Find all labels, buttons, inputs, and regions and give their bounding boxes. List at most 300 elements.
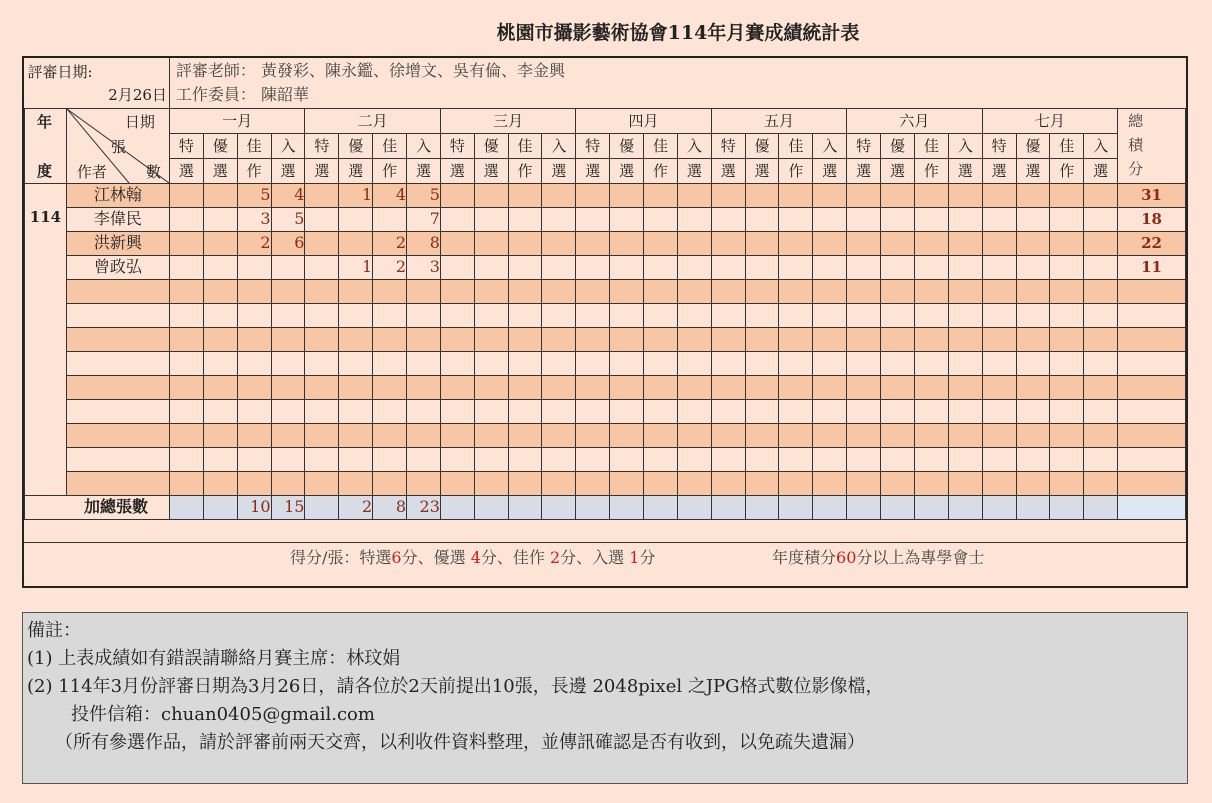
score-cell [644, 183, 678, 207]
score-cell [914, 471, 948, 495]
score-cell [948, 471, 982, 495]
date-label: 評審日期: [27, 63, 93, 81]
score-cell [271, 447, 305, 471]
score-cell [339, 447, 373, 471]
score-cell [169, 399, 203, 423]
category-header: 佳 [1050, 133, 1084, 158]
author-name [66, 471, 169, 495]
score-cell [508, 207, 542, 231]
score-cell [542, 207, 576, 231]
category-header: 優 [474, 133, 508, 158]
score-cell [982, 303, 1016, 327]
score-cell [237, 351, 271, 375]
score-cell [339, 423, 373, 447]
score-cell [711, 423, 745, 447]
score-cell [440, 207, 474, 231]
score-cell [610, 447, 644, 471]
score-cell [407, 327, 441, 351]
category-header: 佳 [779, 133, 813, 158]
score-cell [271, 399, 305, 423]
score-cell [982, 471, 1016, 495]
summary-cell [203, 495, 237, 519]
score-cell [677, 183, 711, 207]
table-row [25, 375, 1186, 399]
score-cell [982, 183, 1016, 207]
score-cell [813, 399, 847, 423]
score-cell [881, 351, 915, 375]
score-cell [644, 423, 678, 447]
score-cell [237, 423, 271, 447]
score-cell [847, 255, 881, 279]
score-cell [881, 303, 915, 327]
score-cell [914, 327, 948, 351]
score-cell: 1 [339, 255, 373, 279]
score-cell [407, 351, 441, 375]
score-cell [576, 327, 610, 351]
score-cell [677, 255, 711, 279]
score-cell [982, 423, 1016, 447]
score-cell [203, 375, 237, 399]
score-cell [644, 207, 678, 231]
score-cell [881, 231, 915, 255]
score-cell: 8 [407, 231, 441, 255]
score-cell [237, 399, 271, 423]
notes-line-2: (2) 114年3月份評審日期為3月26日，請各位於2天前提出10張，長邊 2048pixel 之JPG格式數位影像檔， [27, 676, 884, 697]
score-cell [169, 255, 203, 279]
notes-title: 備註： [27, 620, 81, 641]
score-cell [847, 375, 881, 399]
summary-cell [305, 495, 339, 519]
score-cell [203, 231, 237, 255]
score-cell [474, 471, 508, 495]
score-cell [745, 207, 779, 231]
score-cell [948, 231, 982, 255]
score-cell [169, 327, 203, 351]
score-cell: 1 [339, 183, 373, 207]
category-header: 作 [373, 158, 407, 183]
score-cell [1016, 207, 1050, 231]
score-cell [677, 351, 711, 375]
score-cell [576, 399, 610, 423]
category-header: 特 [169, 133, 203, 158]
score-cell [203, 303, 237, 327]
score-cell [542, 231, 576, 255]
author-name: 曾政弘 [66, 255, 169, 279]
diag-sheets: 張 [110, 137, 126, 156]
date-cell [25, 58, 170, 108]
score-cell [576, 255, 610, 279]
score-cell [203, 327, 237, 351]
score-cell [914, 255, 948, 279]
score-cell [576, 231, 610, 255]
score-cell [305, 231, 339, 255]
category-header: 優 [610, 133, 644, 158]
summary-cell [745, 495, 779, 519]
summary-cell [813, 495, 847, 519]
score-cell [508, 327, 542, 351]
score-cell: 5 [271, 207, 305, 231]
score-cell [474, 183, 508, 207]
table-row [25, 423, 1186, 447]
score-cell [779, 255, 813, 279]
score-cell [948, 183, 982, 207]
score-cell [237, 447, 271, 471]
score-cell [644, 447, 678, 471]
summary-label [25, 495, 170, 519]
category-header: 入 [407, 133, 441, 158]
total-score [1118, 447, 1186, 471]
score-cell [1084, 375, 1118, 399]
score-cell [440, 351, 474, 375]
score-cell [237, 303, 271, 327]
score-cell [982, 447, 1016, 471]
score-sheet [22, 56, 1188, 588]
score-cell [813, 447, 847, 471]
score-cell [339, 375, 373, 399]
score-cell [1084, 327, 1118, 351]
year-value-text: 114 [29, 208, 62, 226]
score-cell [508, 279, 542, 303]
score-cell [440, 279, 474, 303]
score-cell [169, 279, 203, 303]
scoring-footer [24, 542, 1186, 588]
month-header: 六月 [847, 108, 982, 133]
score-cell [847, 423, 881, 447]
score-cell [745, 447, 779, 471]
table-row [25, 327, 1186, 351]
score-cell [542, 399, 576, 423]
category-header: 選 [474, 158, 508, 183]
total-score: 11 [1118, 255, 1186, 279]
score-cell [271, 375, 305, 399]
summary-cell [1050, 495, 1084, 519]
summary-cell [610, 495, 644, 519]
author-name [66, 375, 169, 399]
score-cell [508, 255, 542, 279]
score-cell [610, 279, 644, 303]
category-header: 佳 [237, 133, 271, 158]
category-header: 選 [407, 158, 441, 183]
score-cell [745, 303, 779, 327]
score-table [24, 58, 1186, 520]
total-header-char: 積 [1128, 135, 1144, 154]
score-cell [440, 375, 474, 399]
score-cell [474, 375, 508, 399]
category-header: 選 [610, 158, 644, 183]
score-cell [373, 279, 407, 303]
summary-cell [440, 495, 474, 519]
score-cell [1050, 207, 1084, 231]
score-cell [745, 183, 779, 207]
score-cell [745, 255, 779, 279]
author-name [66, 327, 169, 351]
score-cell [711, 375, 745, 399]
summary-cell [1016, 495, 1050, 519]
score-cell [914, 351, 948, 375]
score-cell [779, 279, 813, 303]
score-cell [440, 183, 474, 207]
category-header: 入 [271, 133, 305, 158]
score-cell [440, 303, 474, 327]
score-cell [237, 279, 271, 303]
author-name [66, 399, 169, 423]
category-header: 選 [203, 158, 237, 183]
score-cell [1016, 399, 1050, 423]
score-cell [677, 423, 711, 447]
score-cell [373, 207, 407, 231]
summary-cell [779, 495, 813, 519]
score-cell [305, 183, 339, 207]
category-header: 入 [813, 133, 847, 158]
score-cell [203, 447, 237, 471]
summary-cell [576, 495, 610, 519]
score-cell [813, 375, 847, 399]
scoring-part4: 分、入選 [560, 548, 630, 567]
score-cell [914, 399, 948, 423]
score-cell [1016, 375, 1050, 399]
score-cell: 3 [407, 255, 441, 279]
total-score [1118, 327, 1186, 351]
diag-date: 日期 [124, 112, 155, 131]
score-cell: 5 [407, 183, 441, 207]
summary-cell [847, 495, 881, 519]
scoring-part3: 分、佳作 [480, 548, 550, 567]
score-cell [847, 471, 881, 495]
category-header: 選 [440, 158, 474, 183]
score-cell [542, 303, 576, 327]
score-cell [203, 351, 237, 375]
score-cell [779, 231, 813, 255]
score-cell [576, 207, 610, 231]
score-cell [610, 471, 644, 495]
category-header: 佳 [644, 133, 678, 158]
score-cell [1050, 471, 1084, 495]
score-cell [508, 231, 542, 255]
score-cell [237, 255, 271, 279]
score-cell [407, 375, 441, 399]
score-cell [677, 471, 711, 495]
category-header: 選 [677, 158, 711, 183]
score-cell [813, 207, 847, 231]
score-cell [914, 231, 948, 255]
score-cell [339, 399, 373, 423]
category-header: 作 [1050, 158, 1084, 183]
score-cell [407, 423, 441, 447]
month-header: 七月 [982, 108, 1117, 133]
score-cell [779, 399, 813, 423]
score-cell [813, 279, 847, 303]
summary-cell [508, 495, 542, 519]
summary-cell [881, 495, 915, 519]
score-cell [271, 471, 305, 495]
score-cell [982, 351, 1016, 375]
category-header: 作 [644, 158, 678, 183]
score-cell [576, 447, 610, 471]
score-cell [711, 255, 745, 279]
score-cell [1084, 471, 1118, 495]
category-header: 選 [813, 158, 847, 183]
score-cell [1050, 447, 1084, 471]
score-cell [576, 471, 610, 495]
score-cell [948, 279, 982, 303]
score-cell [508, 471, 542, 495]
score-cell [474, 279, 508, 303]
score-cell [407, 447, 441, 471]
score-cell [847, 399, 881, 423]
score-cell [982, 255, 1016, 279]
score-cell [610, 327, 644, 351]
score-cell: 2 [237, 231, 271, 255]
score-cell [644, 303, 678, 327]
category-header: 選 [948, 158, 982, 183]
score-cell [1050, 351, 1084, 375]
score-cell [1084, 303, 1118, 327]
score-selected: 1 [629, 548, 640, 567]
category-header: 特 [982, 133, 1016, 158]
diagonal-header [66, 108, 169, 183]
score-cell [914, 447, 948, 471]
score-cell [474, 303, 508, 327]
score-cell [237, 327, 271, 351]
scoring-prefix: 得分/張：特選 [290, 548, 392, 567]
yearly-value: 60 [836, 548, 857, 567]
score-cell [677, 447, 711, 471]
score-cell [1084, 351, 1118, 375]
category-header: 選 [576, 158, 610, 183]
score-merit: 2 [549, 548, 561, 567]
judges-line [176, 61, 565, 81]
score-cell [1084, 279, 1118, 303]
score-cell [508, 375, 542, 399]
summary-cell: 2 [339, 495, 373, 519]
scoring-part5: 分 [639, 548, 656, 567]
score-cell [813, 183, 847, 207]
staff-name: 陳韶華 [261, 85, 310, 104]
score-cell [576, 423, 610, 447]
total-header-char: 分 [1128, 159, 1144, 178]
score-cell [1016, 447, 1050, 471]
score-cell [779, 351, 813, 375]
category-header: 選 [339, 158, 373, 183]
score-cell [169, 303, 203, 327]
score-cell [474, 327, 508, 351]
score-cell [1050, 327, 1084, 351]
score-cell [271, 351, 305, 375]
score-cell [779, 423, 813, 447]
score-cell [407, 279, 441, 303]
score-cell [169, 375, 203, 399]
category-header: 選 [305, 158, 339, 183]
score-cell [745, 231, 779, 255]
score-cell [881, 327, 915, 351]
table-row [25, 351, 1186, 375]
score-cell [1084, 183, 1118, 207]
author-name [66, 447, 169, 471]
score-cell [711, 303, 745, 327]
score-cell [779, 471, 813, 495]
score-cell [644, 279, 678, 303]
score-cell [339, 231, 373, 255]
author-name: 李偉民 [66, 207, 169, 231]
table-row [25, 207, 1186, 231]
category-header: 特 [711, 133, 745, 158]
score-cell [203, 423, 237, 447]
score-cell [305, 327, 339, 351]
author-name [66, 279, 169, 303]
score-cell [508, 183, 542, 207]
score-cell [169, 183, 203, 207]
score-cell [203, 399, 237, 423]
score-cell [813, 255, 847, 279]
score-cell [813, 303, 847, 327]
score-cell [1016, 351, 1050, 375]
score-cell [339, 303, 373, 327]
score-cell [779, 375, 813, 399]
score-cell [847, 303, 881, 327]
score-cell [474, 231, 508, 255]
year-top: 年 [37, 112, 53, 131]
score-cell [914, 303, 948, 327]
score-cell [610, 399, 644, 423]
score-cell [677, 207, 711, 231]
score-cell [1016, 279, 1050, 303]
score-cell [271, 423, 305, 447]
score-cell [610, 351, 644, 375]
score-cell [542, 423, 576, 447]
score-cell [440, 327, 474, 351]
score-cell [745, 423, 779, 447]
score-cell [813, 351, 847, 375]
category-header: 選 [847, 158, 881, 183]
category-header: 入 [542, 133, 576, 158]
category-header: 特 [576, 133, 610, 158]
table-row [25, 399, 1186, 423]
score-cell [576, 375, 610, 399]
score-cell [881, 183, 915, 207]
score-cell [305, 423, 339, 447]
score-cell [1016, 183, 1050, 207]
score-cell [610, 423, 644, 447]
score-cell: 2 [373, 255, 407, 279]
score-cell [305, 399, 339, 423]
total-header-char: 總 [1128, 111, 1144, 130]
score-cell [1084, 423, 1118, 447]
score-cell [339, 351, 373, 375]
score-cell [542, 183, 576, 207]
score-cell [407, 303, 441, 327]
score-cell [982, 375, 1016, 399]
notes-line-4: （所有參選作品，請於評審前兩天交齊，以利收件資料整理，並傳訊確認是否有收到，以免疏失遺漏） [55, 732, 865, 753]
category-header: 選 [711, 158, 745, 183]
summary-cell [542, 495, 576, 519]
table-row [25, 279, 1186, 303]
score-cell [711, 471, 745, 495]
score-cell [542, 447, 576, 471]
score-cell [373, 303, 407, 327]
score-cell [948, 351, 982, 375]
score-cell [305, 279, 339, 303]
summary-cell: 8 [373, 495, 407, 519]
score-cell [305, 471, 339, 495]
category-header: 選 [881, 158, 915, 183]
score-cell [1016, 255, 1050, 279]
score-cell [440, 423, 474, 447]
score-cell [644, 351, 678, 375]
score-cell [542, 279, 576, 303]
category-header: 優 [1016, 133, 1050, 158]
score-cell [610, 207, 644, 231]
score-cell [1050, 375, 1084, 399]
